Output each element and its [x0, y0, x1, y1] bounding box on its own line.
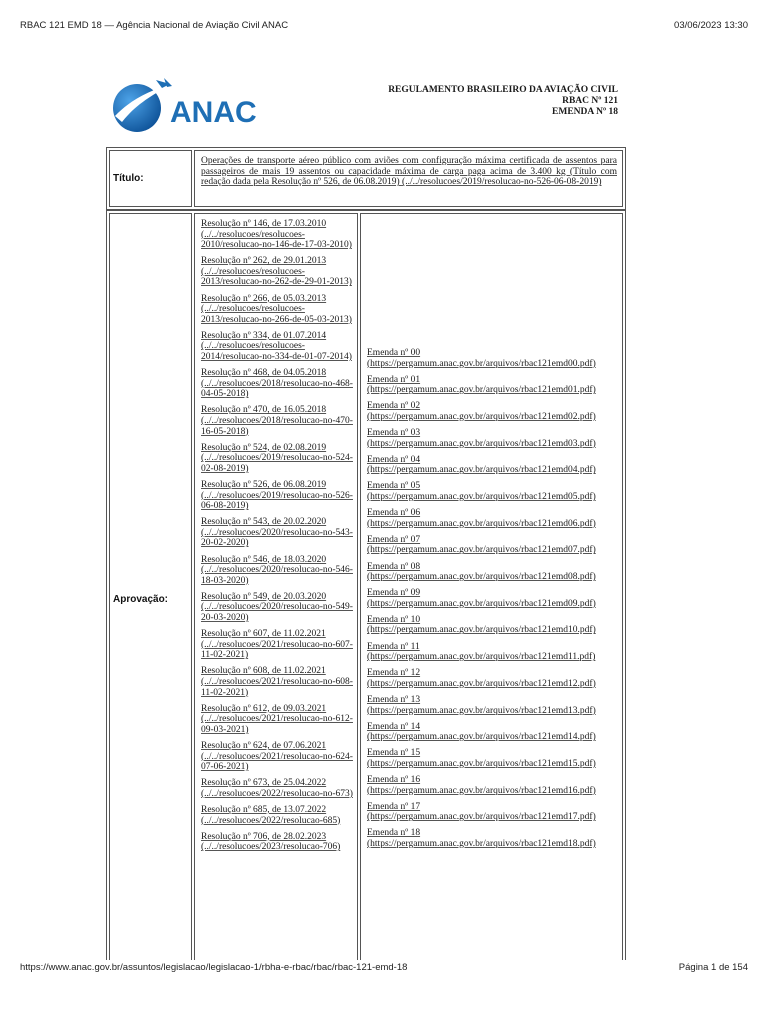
resolution-link[interactable]: Resolução nº 526, de 06.08.2019 (../../resolucoes/2019/resolucao-no-526-06-08-2019)	[201, 479, 353, 512]
title-text	[201, 156, 617, 188]
amendment-link[interactable]: Emenda nº 07 (https://pergamum.anac.gov.br/arquivos/rbac121emd07.pdf)	[367, 534, 596, 556]
amendment-link[interactable]: Emenda nº 16 (https://pergamum.anac.gov.br/arquivos/rbac121emd16.pdf)	[367, 775, 596, 796]
resolution-link[interactable]: Resolução nº 546, de 18.03.2020 (../../resolucoes/2020/resolucao-no-546-18-03-2020)	[201, 554, 353, 586]
title-link[interactable]: Operações de transporte aéreo público com aviões com configuração máxima certificada de assentos para passageiros de mais 19 assentos ou capacidade máxima de carga paga acima de 3.400 kg (Título com redação dada pela Resolução nº 526, de 06.08.2019) (../../resolucoes/2019/resolucao-no-526-06-08-2019)	[201, 156, 617, 188]
resolution-link[interactable]: Resolução nº 673, de 25.04.2022 (../../resolucoes/2022/resolucao-no-673)	[201, 778, 353, 799]
resolution-link[interactable]: Resolução nº 468, de 04.05.2018 (../../resolucoes/2018/resolucao-no-468-04-05-2018)	[201, 368, 353, 400]
resolution-link[interactable]: Resolução nº 262, de 29.01.2013 (../../resolucoes/resolucoes-2013/resolucao-no-262-de-29-01-2013)	[201, 256, 352, 288]
approval-label: Aprovação:	[113, 594, 169, 605]
resolution-link[interactable]: Resolução nº 543, de 20.02.2020 (../../resolucoes/2020/resolucao-no-543-20-02-2020)	[201, 517, 353, 549]
print-footer	[0, 962, 768, 982]
resolution-link[interactable]: Resolução nº 146, de 17.03.2010 (../../resolucoes/resolucoes-2010/resolucao-no-146-de-17-03-2010)	[201, 219, 352, 251]
amendment-link[interactable]: Emenda nº 03 (https://pergamum.anac.gov.br/arquivos/rbac121emd03.pdf)	[367, 428, 596, 449]
print-header-title: RBAC 121 EMD 18 — Agência Nacional de Aviação Civil ANAC	[20, 20, 289, 31]
amendment-link[interactable]: Emenda nº 15 (https://pergamum.anac.gov.br/arquivos/rbac121emd15.pdf)	[367, 748, 596, 769]
anac-logo-text: ANAC	[170, 96, 257, 129]
resolution-list	[201, 219, 353, 858]
resolution-link[interactable]: Resolução nº 608, de 11.02.2021 (../../resolucoes/2021/resolucao-no-608-11-02-2021)	[201, 666, 353, 698]
amendment-link[interactable]: Emenda nº 13 (https://pergamum.anac.gov.br/arquivos/rbac121emd13.pdf)	[367, 694, 596, 716]
resolution-link[interactable]: Resolução nº 624, de 07.06.2021 (../../resolucoes/2021/resolucao-no-624-07-06-2021)	[201, 740, 353, 773]
resolution-link[interactable]: Resolução nº 612, de 09.03.2021 (../../resolucoes/2021/resolucao-no-612-09-03-2021)	[201, 703, 353, 735]
resolution-link[interactable]: Resolução nº 685, de 13.07.2022 (../../resolucoes/2022/resolucao-685)	[201, 804, 341, 826]
amendment-list	[367, 348, 622, 855]
resolution-link[interactable]: Resolução nº 334, de 01.07.2014 (../../resolucoes/resolucoes-2014/resolucao-no-334-de-01-07-2014)	[201, 330, 352, 363]
amendment-link[interactable]: Emenda nº 00 (https://pergamum.anac.gov.br/arquivos/rbac121emd00.pdf)	[367, 348, 596, 369]
amendment-link[interactable]: Emenda nº 17 (https://pergamum.anac.gov.br/arquivos/rbac121emd17.pdf)	[367, 801, 596, 823]
page-number: Página 1 de 154	[678, 962, 748, 973]
amendment-link[interactable]: Emenda nº 09 (https://pergamum.anac.gov.br/arquivos/rbac121emd09.pdf)	[367, 588, 596, 609]
print-header-datetime: 03/06/2023 13:30	[674, 20, 748, 31]
heading-regulation: REGULAMENTO BRASILEIRO DA AVIAÇÃO CIVIL	[388, 85, 618, 95]
resolution-link[interactable]: Resolução nº 607, de 11.02.2021 (../../resolucoes/2021/resolucao-no-607-11-02-2021)	[201, 629, 353, 661]
amendment-link[interactable]: Emenda nº 06 (https://pergamum.anac.gov.br/arquivos/rbac121emd06.pdf)	[367, 508, 596, 529]
heading-rbac-number: RBAC Nº 121	[562, 96, 618, 106]
print-footer-url: https://www.anac.gov.br/assuntos/legislacao/legislacao-1/rbha-e-rbac/rbac/rbac-121-emd-18	[20, 962, 408, 973]
document-heading	[388, 85, 618, 118]
anac-logo-icon	[112, 78, 272, 134]
anac-logo	[112, 78, 272, 134]
resolution-link[interactable]: Resolução nº 266, de 05.03.2013 (../../resolucoes/resolucoes-2013/resolucao-no-266-de-05-03-2013)	[201, 293, 352, 325]
approval-label-cell	[109, 213, 192, 960]
resolution-link[interactable]: Resolução nº 706, de 28.02.2023 (../../resolucoes/2023/resolucao-706)	[201, 831, 341, 853]
amendment-link[interactable]: Emenda nº 04 (https://pergamum.anac.gov.br/arquivos/rbac121emd04.pdf)	[367, 454, 596, 476]
amendment-link[interactable]: Emenda nº 18 (https://pergamum.anac.gov.br/arquivos/rbac121emd18.pdf)	[367, 828, 596, 849]
print-header	[0, 20, 768, 40]
amendment-link[interactable]: Emenda nº 05 (https://pergamum.anac.gov.br/arquivos/rbac121emd05.pdf)	[367, 481, 596, 503]
amendment-link[interactable]: Emenda nº 08 (https://pergamum.anac.gov.br/arquivos/rbac121emd08.pdf)	[367, 561, 596, 583]
resolution-link[interactable]: Resolução nº 549, de 20.03.2020 (../../resolucoes/2020/resolucao-no-549-20-03-2020)	[201, 591, 353, 623]
amendment-link[interactable]: Emenda nº 10 (https://pergamum.anac.gov.br/arquivos/rbac121emd10.pdf)	[367, 614, 596, 636]
resolution-link[interactable]: Resolução nº 524, de 02.08.2019 (../../resolucoes/2019/resolucao-no-524-02-08-2019)	[201, 442, 353, 474]
amendment-link[interactable]: Emenda nº 12 (https://pergamum.anac.gov.br/arquivos/rbac121emd12.pdf)	[367, 668, 596, 689]
amendment-link[interactable]: Emenda nº 14 (https://pergamum.anac.gov.br/arquivos/rbac121emd14.pdf)	[367, 721, 596, 743]
amendment-link[interactable]: Emenda nº 02 (https://pergamum.anac.gov.br/arquivos/rbac121emd02.pdf)	[367, 401, 596, 422]
title-label: Título:	[113, 173, 144, 184]
resolution-link[interactable]: Resolução nº 470, de 16.05.2018 (../../resolucoes/2018/resolucao-no-470-16-05-2018)	[201, 405, 353, 437]
amendment-link[interactable]: Emenda nº 11 (https://pergamum.anac.gov.br/arquivos/rbac121emd11.pdf)	[367, 641, 596, 663]
heading-amendment: EMENDA Nº 18	[552, 107, 618, 117]
amendment-link[interactable]: Emenda nº 01 (https://pergamum.anac.gov.br/arquivos/rbac121emd01.pdf)	[367, 374, 596, 396]
